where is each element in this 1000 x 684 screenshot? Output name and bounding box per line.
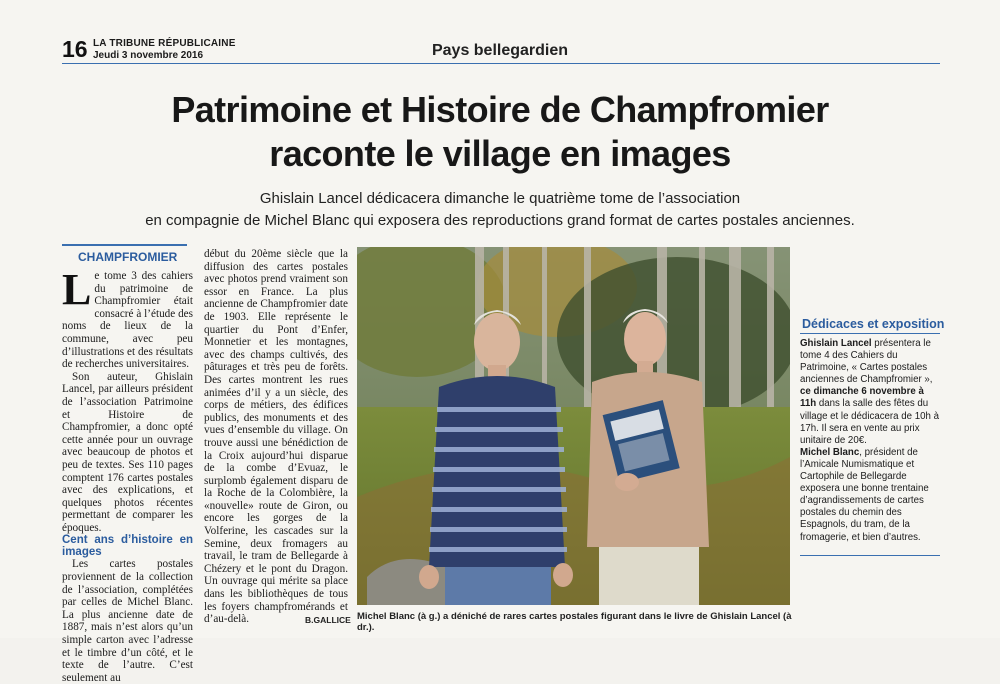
newspaper-name: LA TRIBUNE RÉPUBLICAINE (93, 38, 236, 49)
article-kicker: CHAMPFROMIER (78, 250, 178, 264)
article-photo (357, 247, 790, 605)
sidebar-name-2: Michel Blanc (800, 446, 860, 458)
header-rule (62, 63, 940, 64)
sidebar-text (800, 338, 940, 544)
deck-line-2: en compagnie de Michel Blanc qui exposera des reproductions grand format de cartes postales anciennes. (145, 212, 855, 229)
sidebar-name-1: Ghislain Lancel (800, 338, 872, 349)
sidebar-title: Dédicaces et exposition (802, 317, 945, 331)
paragraph-2: Son auteur, Ghislain Lancel, par ailleurs président de l’association Patrimoine et Histoire de Champfromier, a donc opté cette année pour un ouvrage avec beaucoup de photos et peu de textes. Ses 110 pages comptent 176 cartes postales avec des explications, et quelques photos récentes permettant de comparer les époques. (62, 370, 193, 534)
deck-line-1: Ghislain Lancel dédicacera dimanche le quatrième tome de l’association (259, 190, 741, 207)
sidebar-text-3: , président de l’Amicale Numismatique et Cartophile de Bellegarde exposera une bonne trentaine d’agrandissements de cartes postales du chemin des Espagnols, du tram, de la fromagerie, et bien d’autres. (800, 446, 929, 543)
headline-line-1: Patrimoine et Histoire de Champfromier (171, 89, 829, 130)
paragraph-1 (62, 265, 193, 371)
sidebar-rule-bottom (800, 555, 940, 556)
paragraph-1-text: e tome 3 des cahiers du patrimoine de Champfromier était consacré à l’étude des noms de lieux de la commune, avec peu d’illustrations et des résultats de recherches universitaires. (62, 270, 193, 371)
article-column-1 (62, 265, 193, 684)
sidebar-text-2: dans la salle des fêtes du village et le dédicacera de 10h à 17h. Il sera en vente au prix unitaire de 20€. (800, 398, 939, 446)
paragraph-4: début du 20ème siècle que la diffusion des cartes postales avec photos prend vraiment son essor en France. La plus ancienne de Champfromier date de 1903. Elle représente le quartier du Pont d’Enfer, Monnetier et les montagnes, avec des champs cultivés, des pâturages et très peu de forêts. Des cartes montrent les rues animées d’il y a un siècle, des corps de métiers, des édifices publics, des monuments et des vues d’ensemble du village. On trouve aussi une bénédiction de la Croix aujourd’hui disparue de la combe d’Evuaz, le surplomb également disparu de la Roche de la Colombière, la «nouvelle» route de Giron, ou encore les gorges de la Volferine, les cascades sur la Semine, deux fromagers au travail, le tram de Bellegarde à Chézery et le pont du Dragon. Un ouvrage qui mérite sa place dans les bibliothèques de tous les foyers champfromérands et d’au-delà. (204, 248, 348, 626)
sidebar-text-1: présentera le tome 4 des Cahiers du Patrimoine, « Cartes postales anciennes de Champfromier », (800, 338, 933, 386)
paragraph-3: Les cartes postales proviennent de la collection de l’association, complétées par celles de Michel Blanc. La plus ancienne date de 1887, mais n’est alors qu’un simple carton avec l’adresse et le timbre d’un côté, et le texte de l’autre. C’est seulement au (62, 558, 193, 684)
headline-line-2: raconte le village en images (269, 133, 731, 174)
sidebar-rule (800, 333, 940, 334)
dropcap: L (62, 265, 92, 314)
article-column-2 (204, 248, 348, 626)
forest-portrait-illustration (357, 247, 790, 605)
page-number: 16 (62, 36, 88, 62)
sidebar-date: ce dimanche 6 novembre à 11h (800, 386, 924, 410)
photo-caption: Michel Blanc (à g.) a déniché de rares cartes postales figurant dans le livre de Ghislain Lancel (à dr.). (357, 611, 792, 633)
photo-credit: B.GALLICE (305, 615, 351, 625)
article-subhead: Cent ans d’histoire en images (62, 534, 193, 559)
kicker-rule (62, 244, 187, 246)
issue-date: Jeudi 3 novembre 2016 (93, 50, 204, 61)
section-title: Pays bellegardien (431, 42, 569, 59)
